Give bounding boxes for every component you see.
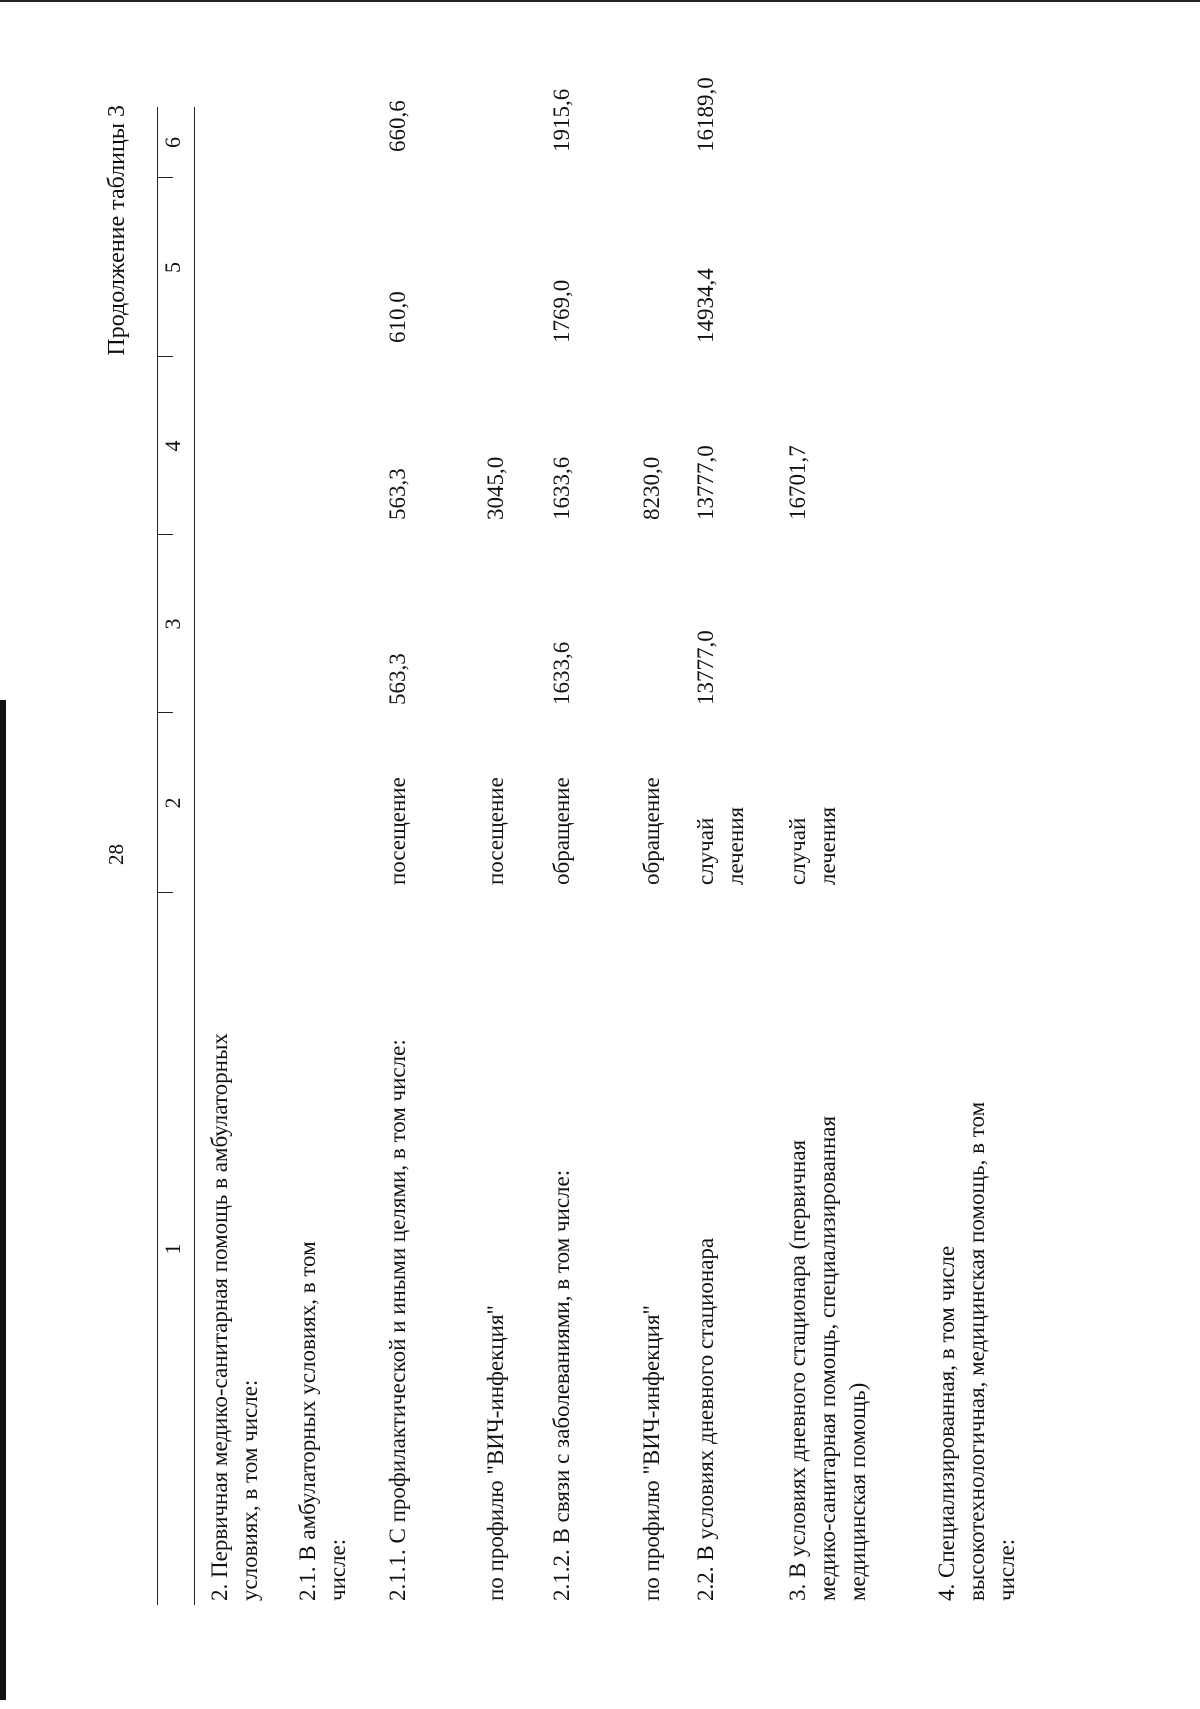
column-header-4: 4 bbox=[160, 440, 185, 452]
row-unit: случай лечения bbox=[693, 806, 748, 885]
row-label: 2.1.1. С профилактической и иными целями, в том числе: bbox=[385, 1039, 410, 1601]
row-unit: обращение bbox=[639, 777, 664, 885]
column-header-6: 6 bbox=[160, 137, 185, 148]
row-value-col3: 13777,0 bbox=[693, 630, 718, 705]
row-unit: посещение bbox=[483, 777, 508, 885]
row-label: по профилю "ВИЧ-инфекция" bbox=[483, 1305, 508, 1601]
page-number: 28 bbox=[104, 844, 128, 865]
row-value-col6: 16189,0 bbox=[693, 77, 718, 152]
row-value-col4: 3045,0 bbox=[483, 456, 508, 520]
column-header-5: 5 bbox=[160, 262, 185, 273]
row-label: по профилю "ВИЧ-инфекция" bbox=[639, 1305, 664, 1601]
row-value-col5: 1769,0 bbox=[549, 279, 574, 343]
continuation-title: Продолжение таблицы 3 bbox=[104, 105, 130, 356]
row-value-col5: 610,0 bbox=[385, 291, 410, 343]
row-value-col3: 563,3 bbox=[385, 653, 410, 705]
row-label: 4. Специализированная, в том числе высокотехнологичная, медицинская помощь, в том числе: bbox=[934, 1101, 1019, 1601]
column-header-1: 1 bbox=[160, 1243, 185, 1255]
row-label: 2.1. В амбулаторных условиях, в том числе: bbox=[295, 1241, 350, 1601]
row-label: 2.2. В условиях дневного стационара bbox=[693, 1237, 718, 1601]
row-value-col3: 1633,6 bbox=[549, 641, 574, 705]
row-unit: посещение bbox=[385, 777, 410, 885]
column-header-3: 3 bbox=[160, 618, 185, 630]
row-unit: случай лечения bbox=[785, 806, 840, 885]
row-value-col4: 8230,0 bbox=[639, 456, 664, 520]
row-value-col4: 563,3 bbox=[385, 468, 410, 520]
column-header-2: 2 bbox=[160, 797, 185, 809]
scan-edge-left bbox=[0, 700, 6, 1700]
row-value-col4: 16701,7 bbox=[785, 445, 810, 520]
rotated-page bbox=[92, 0, 1108, 1709]
row-value-col6: 660,6 bbox=[385, 100, 410, 152]
row-value-col6: 1915,6 bbox=[549, 88, 574, 152]
row-label: 2. Первичная медико-санитарная помощь в амбулаторных условиях, в том числе: bbox=[207, 1033, 262, 1601]
row-label: 2.1.2. В связи с заболеваниями, в том числе: bbox=[549, 1169, 574, 1601]
row-value-col4: 13777,0 bbox=[693, 445, 718, 520]
row-value-col5: 14934,4 bbox=[693, 268, 718, 343]
row-value-col4: 1633,6 bbox=[549, 456, 574, 520]
header-bottom-rule bbox=[194, 107, 195, 1605]
table-top-rule bbox=[157, 107, 158, 1605]
data-table bbox=[157, 77, 1057, 1605]
row-label: 3. В условиях дневного стационара (первичная медико-санитарная помощь, специализированная медицинская помощь) bbox=[785, 1115, 870, 1601]
row-unit: обращение bbox=[549, 777, 574, 885]
